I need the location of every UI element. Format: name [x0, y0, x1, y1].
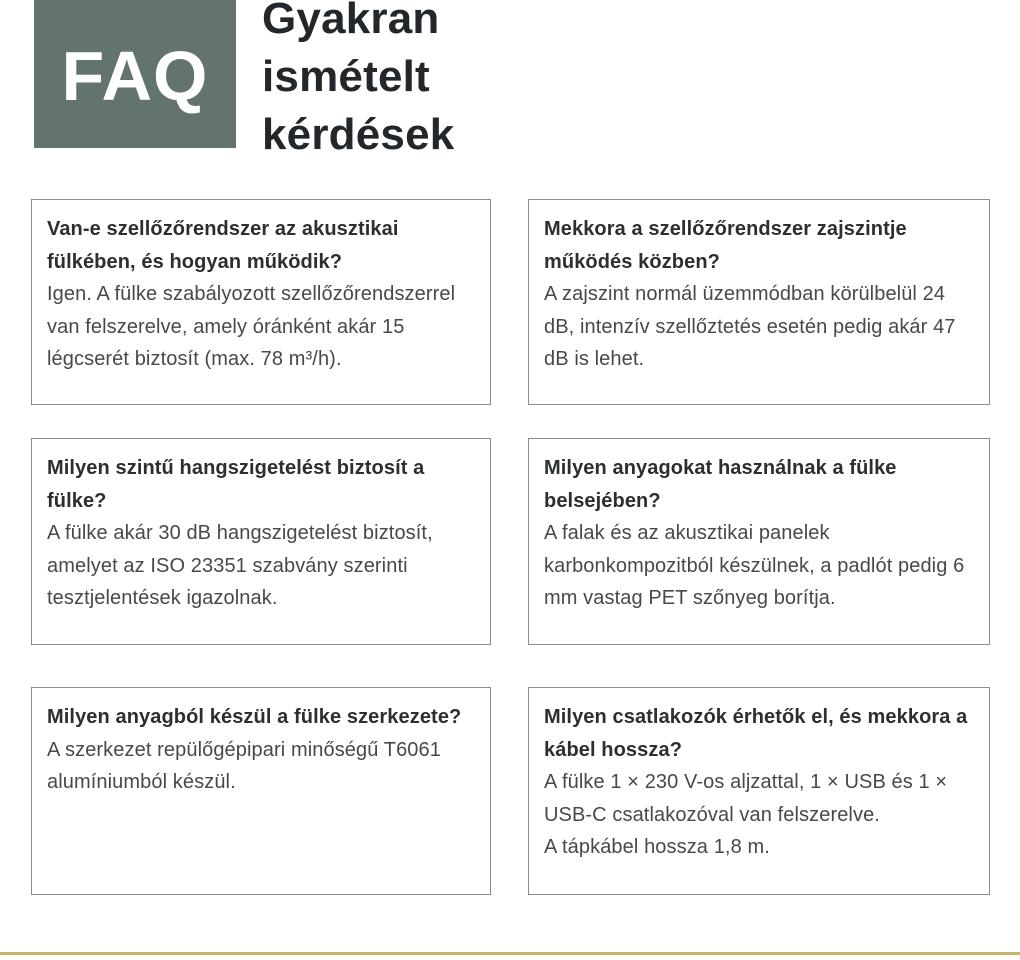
- faq-badge-label: FAQ: [61, 37, 209, 115]
- faq-card-interior-materials: [528, 438, 990, 645]
- faq-answer: A falak és az akusztikai panelek karbonkompozitból készülnek, a padlót pedig 6 mm vastag PET szőnyeg borítja.: [544, 522, 965, 609]
- faq-card-frame-material: [31, 687, 491, 895]
- faq-badge: [34, 0, 236, 148]
- page-title-line-1: Gyakran: [262, 0, 440, 43]
- faq-card-sound-insulation: [31, 438, 491, 645]
- faq-question: Milyen anyagból készül a fülke szerkezete?: [47, 706, 462, 728]
- faq-question: Milyen csatlakozók érhetők el, és mekkora a kábel hossza?: [544, 706, 968, 761]
- faq-answer: A szerkezet repülőgépipari minőségű T6061 alumíniumból készül.: [47, 738, 441, 793]
- faq-question: Milyen anyagokat használnak a fülke belsejében?: [544, 457, 897, 512]
- faq-card-noise-level: [528, 199, 990, 405]
- faq-question: Mekkora a szellőzőrendszer zajszintje működés közben?: [544, 218, 907, 273]
- faq-card-ventilation: [31, 199, 491, 405]
- bottom-accent-line: [0, 952, 1020, 955]
- faq-answer: A zajszint normál üzemmódban körülbelül 24 dB, intenzív szellőztetés esetén pedig akár 47 dB is lehet.: [544, 283, 956, 370]
- faq-answer: A fülke akár 30 dB hangszigetelést biztosít, amelyet az ISO 23351 szabvány szerinti tesztjelentések igazolnak.: [47, 522, 433, 609]
- faq-answer-line-2: A tápkábel hossza 1,8 m.: [544, 836, 770, 858]
- faq-answer: A fülke 1 × 230 V-os aljzattal, 1 × USB és 1 × USB-C csatlakozóval van felszerelve.: [544, 771, 948, 826]
- faq-card-connectors: [528, 687, 990, 895]
- faq-question: Milyen szintű hangszigetelést biztosít a fülke?: [47, 457, 425, 512]
- page-title: [262, 0, 454, 164]
- page-title-line-3: kérdések: [262, 110, 455, 159]
- faq-answer: Igen. A fülke szabályozott szellőzőrendszerrel van felszerelve, amely óránként akár 15 légcserét biztosít (max. 78 m³/h).: [47, 283, 456, 370]
- page-title-line-2: ismételt: [262, 52, 430, 101]
- faq-question: Van-e szellőzőrendszer az akusztikai fülkében, és hogyan működik?: [47, 218, 399, 273]
